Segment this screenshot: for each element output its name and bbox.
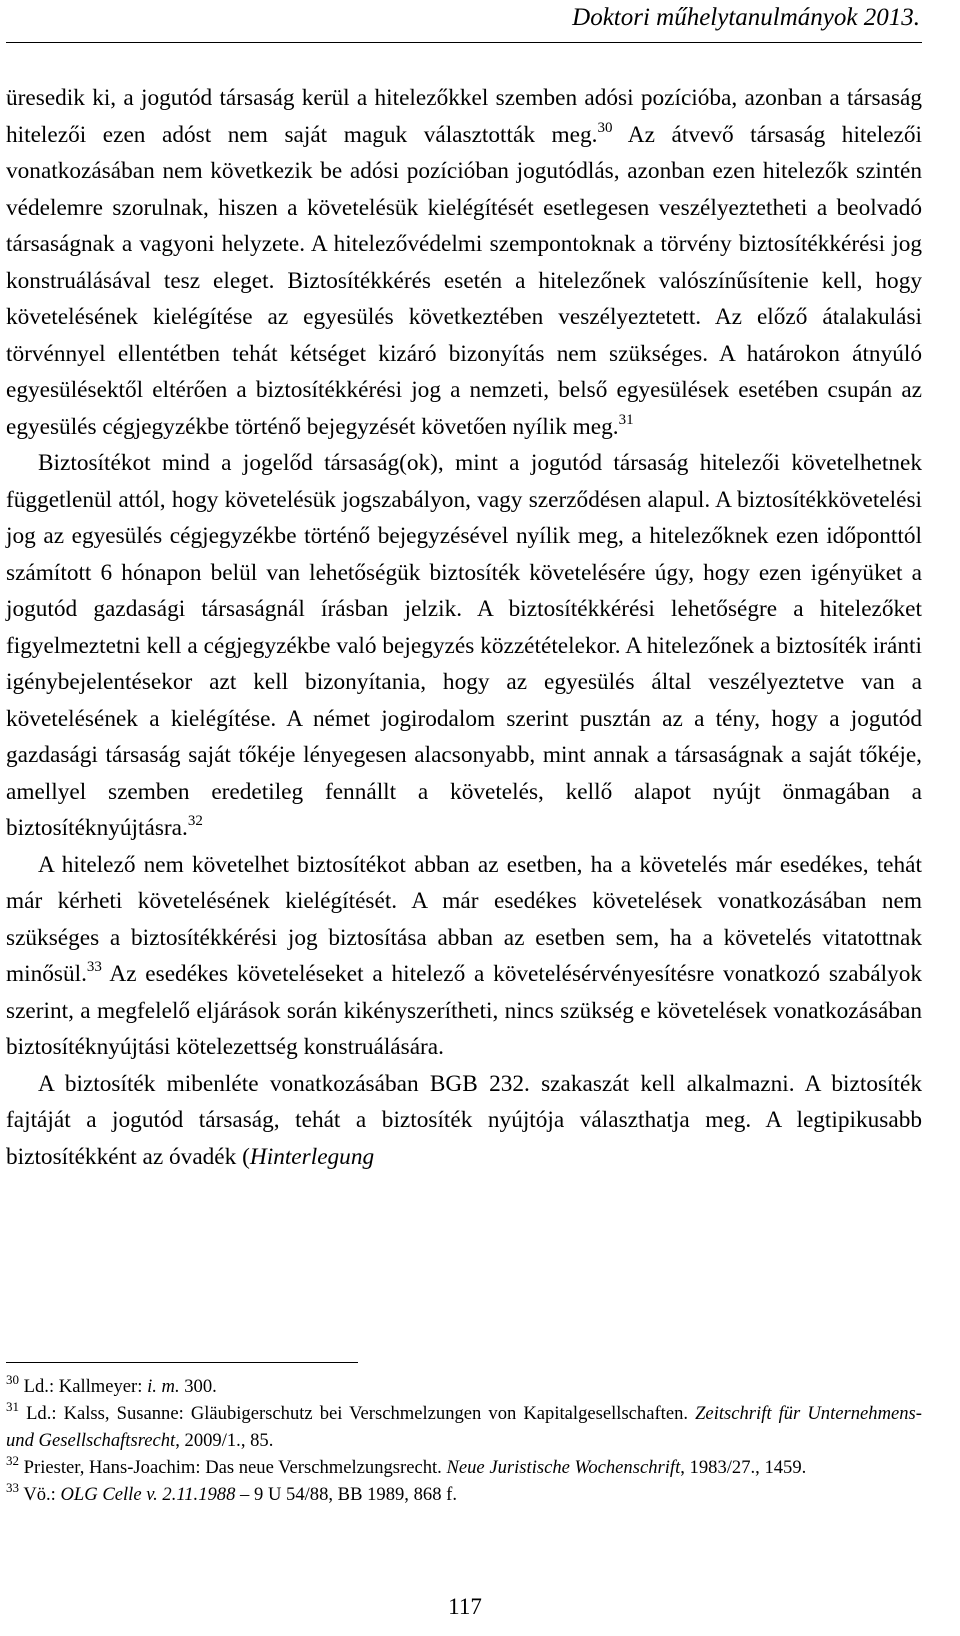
paragraph-4 [6,1066,922,1176]
footnote-text-end: – 9 U 54/88, BB 1989, 868 f. [235,1484,457,1505]
body-text [6,80,922,1175]
footnote-italic: Zeitschrift für Unternehmens- und Gesellschaftsrecht [6,1403,922,1451]
footnote-text-end: 300. [179,1376,217,1397]
footnote-text: Ld.: Kalss, Susanne: Gläubigerschutz bei Verschmelzungen von Kapitalgesellschaften. [26,1403,696,1424]
footnote-number: 31 [6,1399,19,1414]
footnote-31 [6,1400,922,1454]
footnote-divider [6,1362,358,1363]
paragraph-2-text: Biztosítékot mind a jogelőd társaság(ok), mint a jogutód társaság hitelezői követelhetnek függetlenül attól, hogy követelésük jogszabályon, vagy szerződésen alapul. A biztosítékkövetelési jog az egyesülés cégjegyzékbe történő bejegyzésével nyílik meg, a hitelezőknek ezen időponttól számított 6 hónapon belül van lehetőségük biztosíték követelésére úgy, hogy ezen igényüket a jogutód gazdasági társaságnál írásban jelzik. A biztosítékkérési lehetőségre a hitelezőket figyelmeztetni kell a cégjegyzékbe való bejegyzés közzétételekor. A hitelezőnek a biztosíték iránti igénybejelentésekor azt kell bizonyítania, hogy az egyesülés által veszélyeztetve van a követelésének a kielégítése. A német jogirodalom szerint pusztán az a tény, hogy a jogutód gazdasági társaság saját tőkéje lényegesen alacsonyabb, mint annak a társaságnak a saját tőkéje, amellyel szemben eredetileg fennállt a követelés, kellő alapot nyújt önmagában a biztosítéknyújtásra. [6,450,922,841]
paragraph-3-text-a: A hitelező nem követelhet biztosítékot abban az esetben, ha a követelés már esedékes, tehát már kérheti követelésének kielégítését. A már esedékes követelések vonatkozásában nem szükséges a biztosítékkérési jog biztosítása abban az esetben sem, ha a követelés vitatottnak minősül. [6,851,922,987]
footnote-ref-32: 32 [187,813,203,829]
footnote-33 [6,1481,922,1508]
footnote-text: Priester, Hans-Joachim: Das neue Verschmelzungsrecht. [23,1457,447,1478]
footnote-number: 30 [6,1372,19,1387]
footnote-italic: i. m. [147,1376,180,1397]
page-number: 117 [448,1594,482,1619]
paragraph-2 [6,445,922,847]
footnote-text-end: , 1983/27., 1459. [680,1457,807,1478]
footnotes [6,1373,922,1508]
footnote-ref-30: 30 [597,119,613,136]
footnote-ref-31: 31 [618,411,634,428]
running-header: Doktori műhelytanulmányok 2013. [572,4,920,31]
footnote-30 [6,1373,922,1400]
paragraph-4-italic-term: Hinterlegung [249,1143,375,1170]
footnote-text: Vö.: [23,1484,61,1505]
paragraph-3-text-b: Az esedékes követeléseket a hitelező a követelésérvényesítésre vonatkozó szabályok szerint, a megfelelő eljárások során kikényszerítheti, nincs szükség e követelések vonatkozásában biztosítéknyújtási kötelezettség konstruálására. [6,961,922,1060]
footnote-text: Ld.: Kallmeyer: [23,1376,148,1397]
footnote-text-end: , 2009/1., 85. [175,1430,274,1451]
paragraph-1-text-b: Az átvevő társaság hitelezői vonatkozásában nem következik be adósi pozícióban jogutódlás, azonban ezen hitelezők szintén védelemre szorulnak, hiszen a követelésük kielégítését esetlegesen veszélyeztetheti a beolvadó társaságnak a vagyoni helyzete. A hitelezővédelmi szempontoknak a törvény biztosítékkérési jog konstruálásával tesz eleget. Biztosítékkérés esetén a hitelezőnek valószínűsítenie kell, hogy követelésének kielégítése az egyesülés következtében veszélyeztetett. Az előző átalakulási törvénnyel ellentétben tehát kétséget kizáró bizonyítás nem szükséges. A határokon átnyúló egyesülésektől eltérően a biztosítékkérési jog a nemzeti, belső egyesülések esetében csupán az egyesülés cégjegyzékbe történő bejegyzését követően nyílik meg. [6,121,922,440]
footnote-ref-33: 33 [86,959,102,975]
paragraph-3 [6,847,922,1066]
paragraph-1 [6,80,922,445]
footnote-number: 33 [6,1480,19,1495]
footnote-italic: Neue Juristische Wochenschrift [446,1457,681,1478]
footnote-number: 32 [6,1453,19,1468]
footnote-32 [6,1454,922,1481]
header-divider [6,42,922,43]
paragraph-1-text-a: üresedik ki, a jogutód társaság kerül a hitelezőkkel szemben adósi pozícióba, azonban a társaság hitelezői ezen adóst nem saját maguk választották meg. [6,85,922,148]
paragraph-4-text: A biztosíték mibenléte vonatkozásában BGB 232. szakaszát kell alkalmazni. A biztosíték fajtáját a jogutód társaság, tehát a biztosíték nyújtója választhatja meg. A legtipikusabb biztosítékként az óvadék ( [6,1070,922,1170]
footnote-italic: OLG Celle v. 2.11.1988 [60,1484,236,1505]
